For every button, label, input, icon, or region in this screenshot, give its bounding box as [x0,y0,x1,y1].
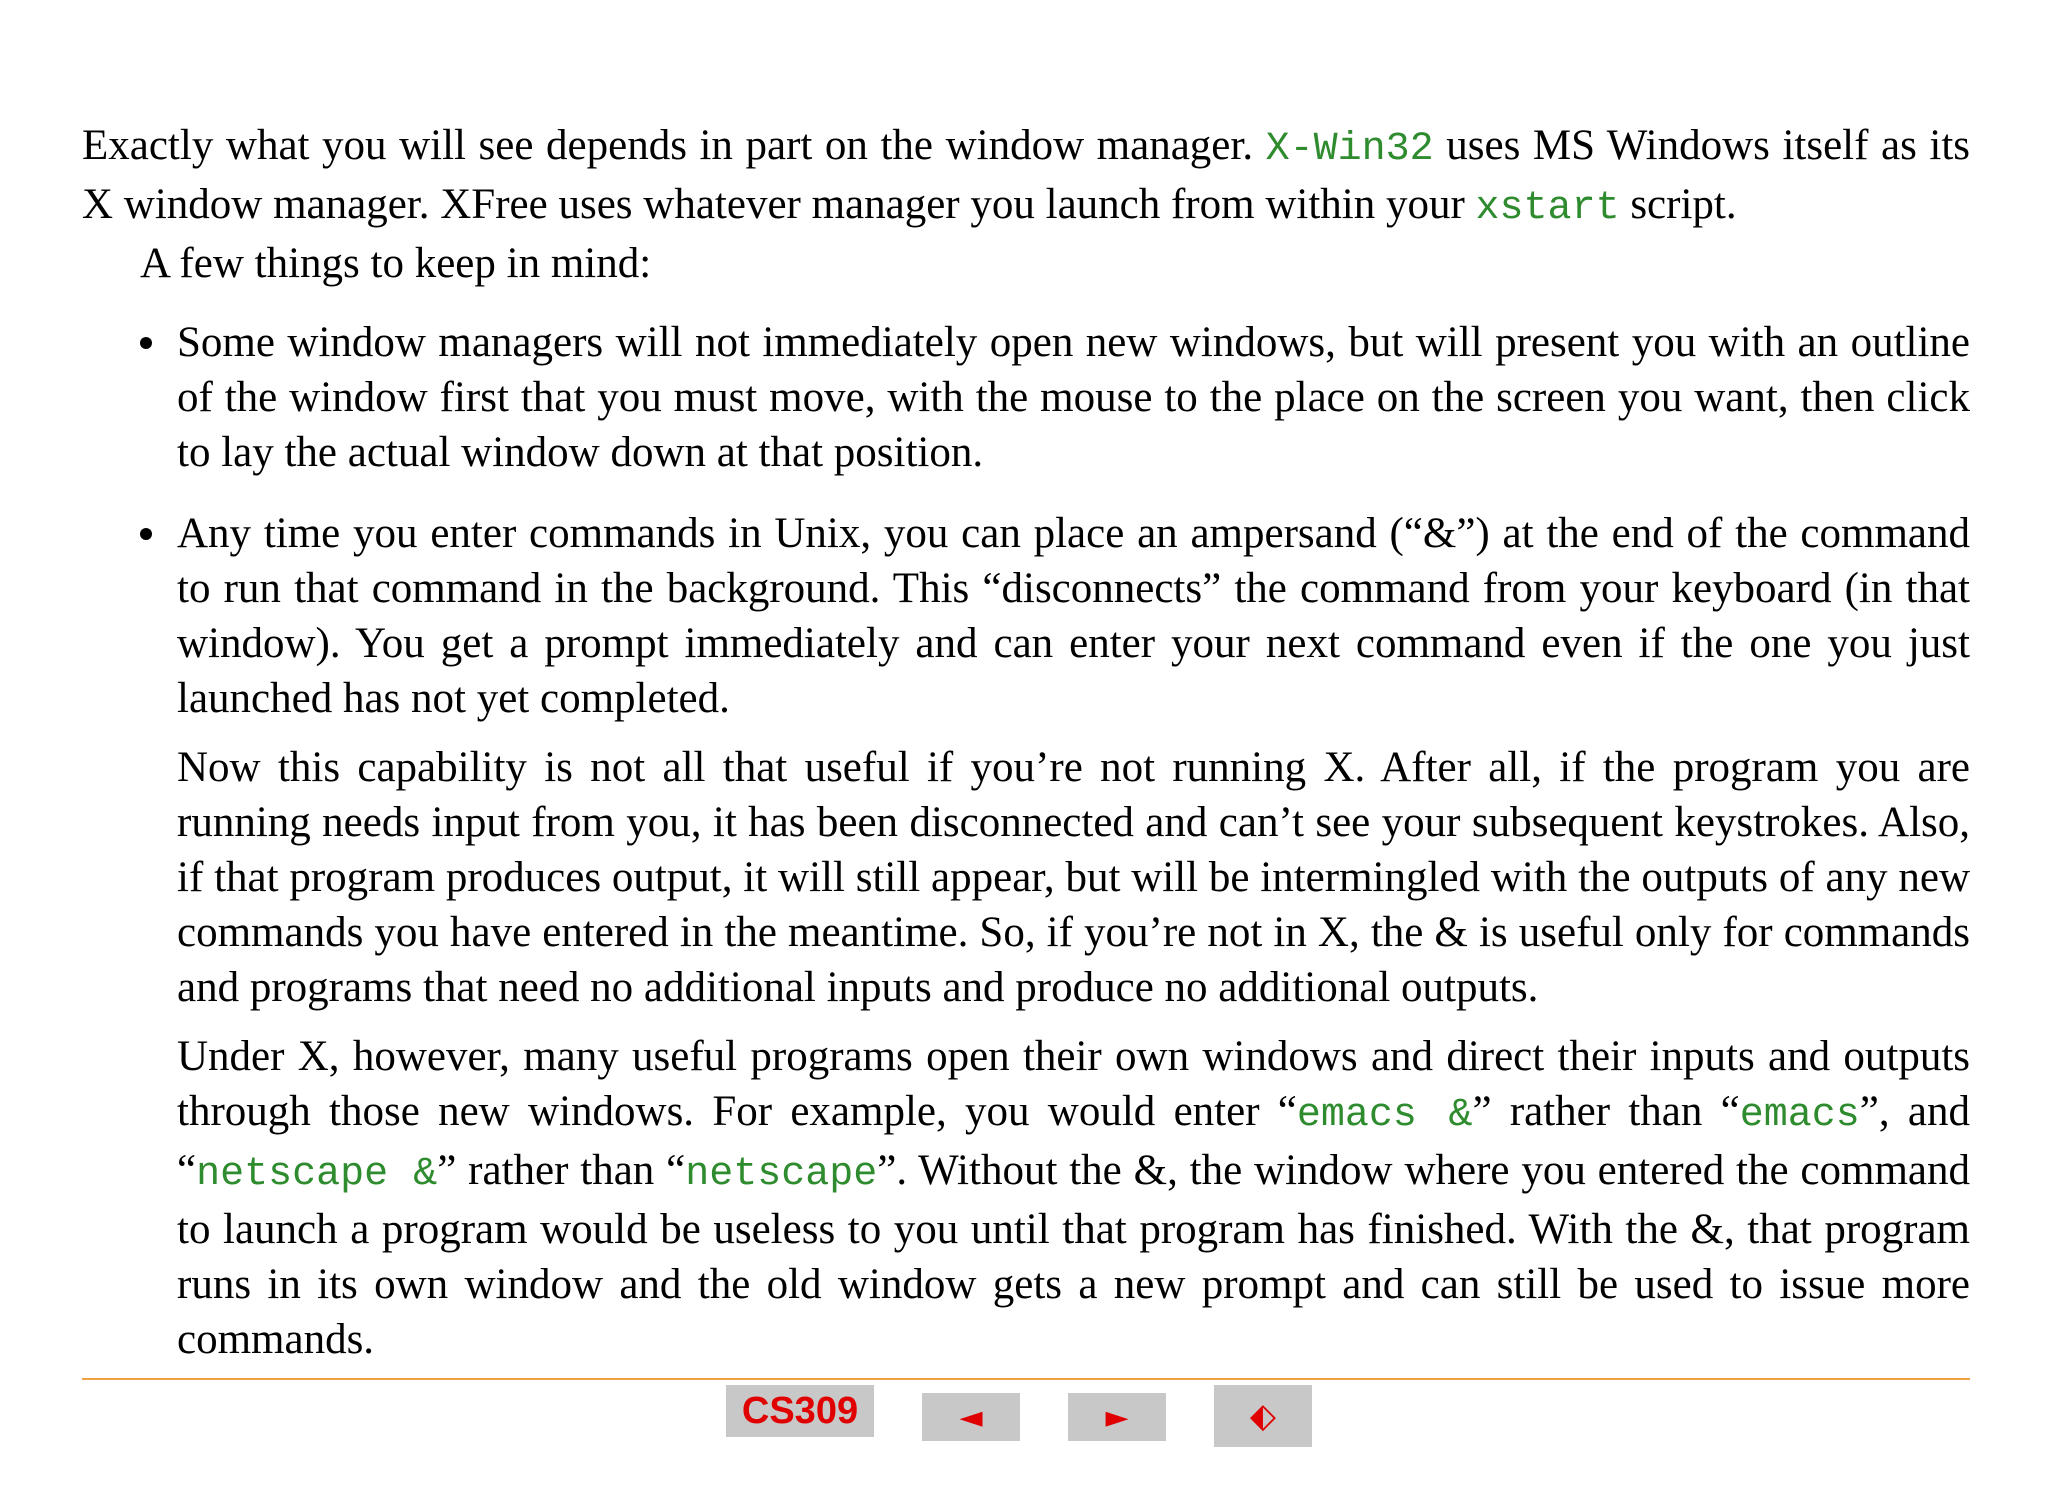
intro-text-3: script. [1619,181,1737,228]
previous-button[interactable] [922,1393,1020,1441]
intro-text-1: Exactly what you will see depends in part on the window manager. [82,122,1266,169]
intro-paragraph [82,118,1970,236]
bullet-2-text: Any time you enter commands in Unix, you can place an ampersand (“&”) at the end of the command to run that command in the background. This “disconnects” the command from your keyboard (in that window). You get a prompt immediately and can enter your next command even if the one you just launched has not yet completed. [177,510,1970,722]
back-button[interactable] [1214,1385,1312,1447]
code-emacs-amp: emacs & [1296,1093,1473,1138]
bullet-list [82,315,1970,1367]
bullet-2-paragraph-3: Under X, however, many useful programs open their own windows and direct their inputs and outputs through those new windows. For example, you would enter “emacs &” rather than “emacs”, and “netscape &” rather than “netscape”. Without the &, the window where you entered the command to launch a program would be useless to you until that program has finished. With the &, that program runs in its own window and the old window gets a new prompt and can still be used to issue more commands. [177,1033,1970,1363]
footer-divider [82,1378,1970,1380]
slide-body [82,118,1970,1393]
code-xstart: xstart [1475,186,1620,231]
intro-text-2: uses MS Windows itself as its X window manager. XFree uses whatever manager you launch from within your [82,122,1971,228]
lead-paragraph: A few things to keep in mind: [140,240,652,287]
navigation-bar [726,1385,1312,1445]
back-arrow-icon: ⬖ [1249,1396,1277,1436]
bullet-icon [140,528,152,540]
next-button[interactable] [1068,1393,1166,1441]
code-netscape: netscape [685,1152,878,1197]
list-item [82,506,1970,1367]
bullet-2-paragraph-2: Now this capability is not all that useful if you’re not running X. After all, if the program you are running needs input from you, it has been disconnected and can’t see your subsequent keystrokes. Also, if that program produces output, it will still appear, but will be intermingled with the outputs of any new commands you have entered in the meantime. So, if you’re not in X, the & is useful only for commands and programs that need no additional inputs and produce no additional outputs. [177,744,1970,1011]
bullet-icon [140,337,152,349]
right-arrow-icon: ► [1105,1399,1129,1435]
code-x-win32: X-Win32 [1265,127,1434,172]
left-arrow-icon: ◄ [959,1399,983,1435]
home-button[interactable]: CS309 [726,1385,874,1437]
code-netscape-amp: netscape & [196,1152,438,1197]
bullet-1-text: Some window managers will not immediately open new windows, but will present you with an outline of the window first that you must move, with the mouse to the place on the screen you want, then click to lay the actual window down at that position. [177,319,1970,476]
list-item [82,315,1970,480]
code-emacs: emacs [1739,1093,1860,1138]
